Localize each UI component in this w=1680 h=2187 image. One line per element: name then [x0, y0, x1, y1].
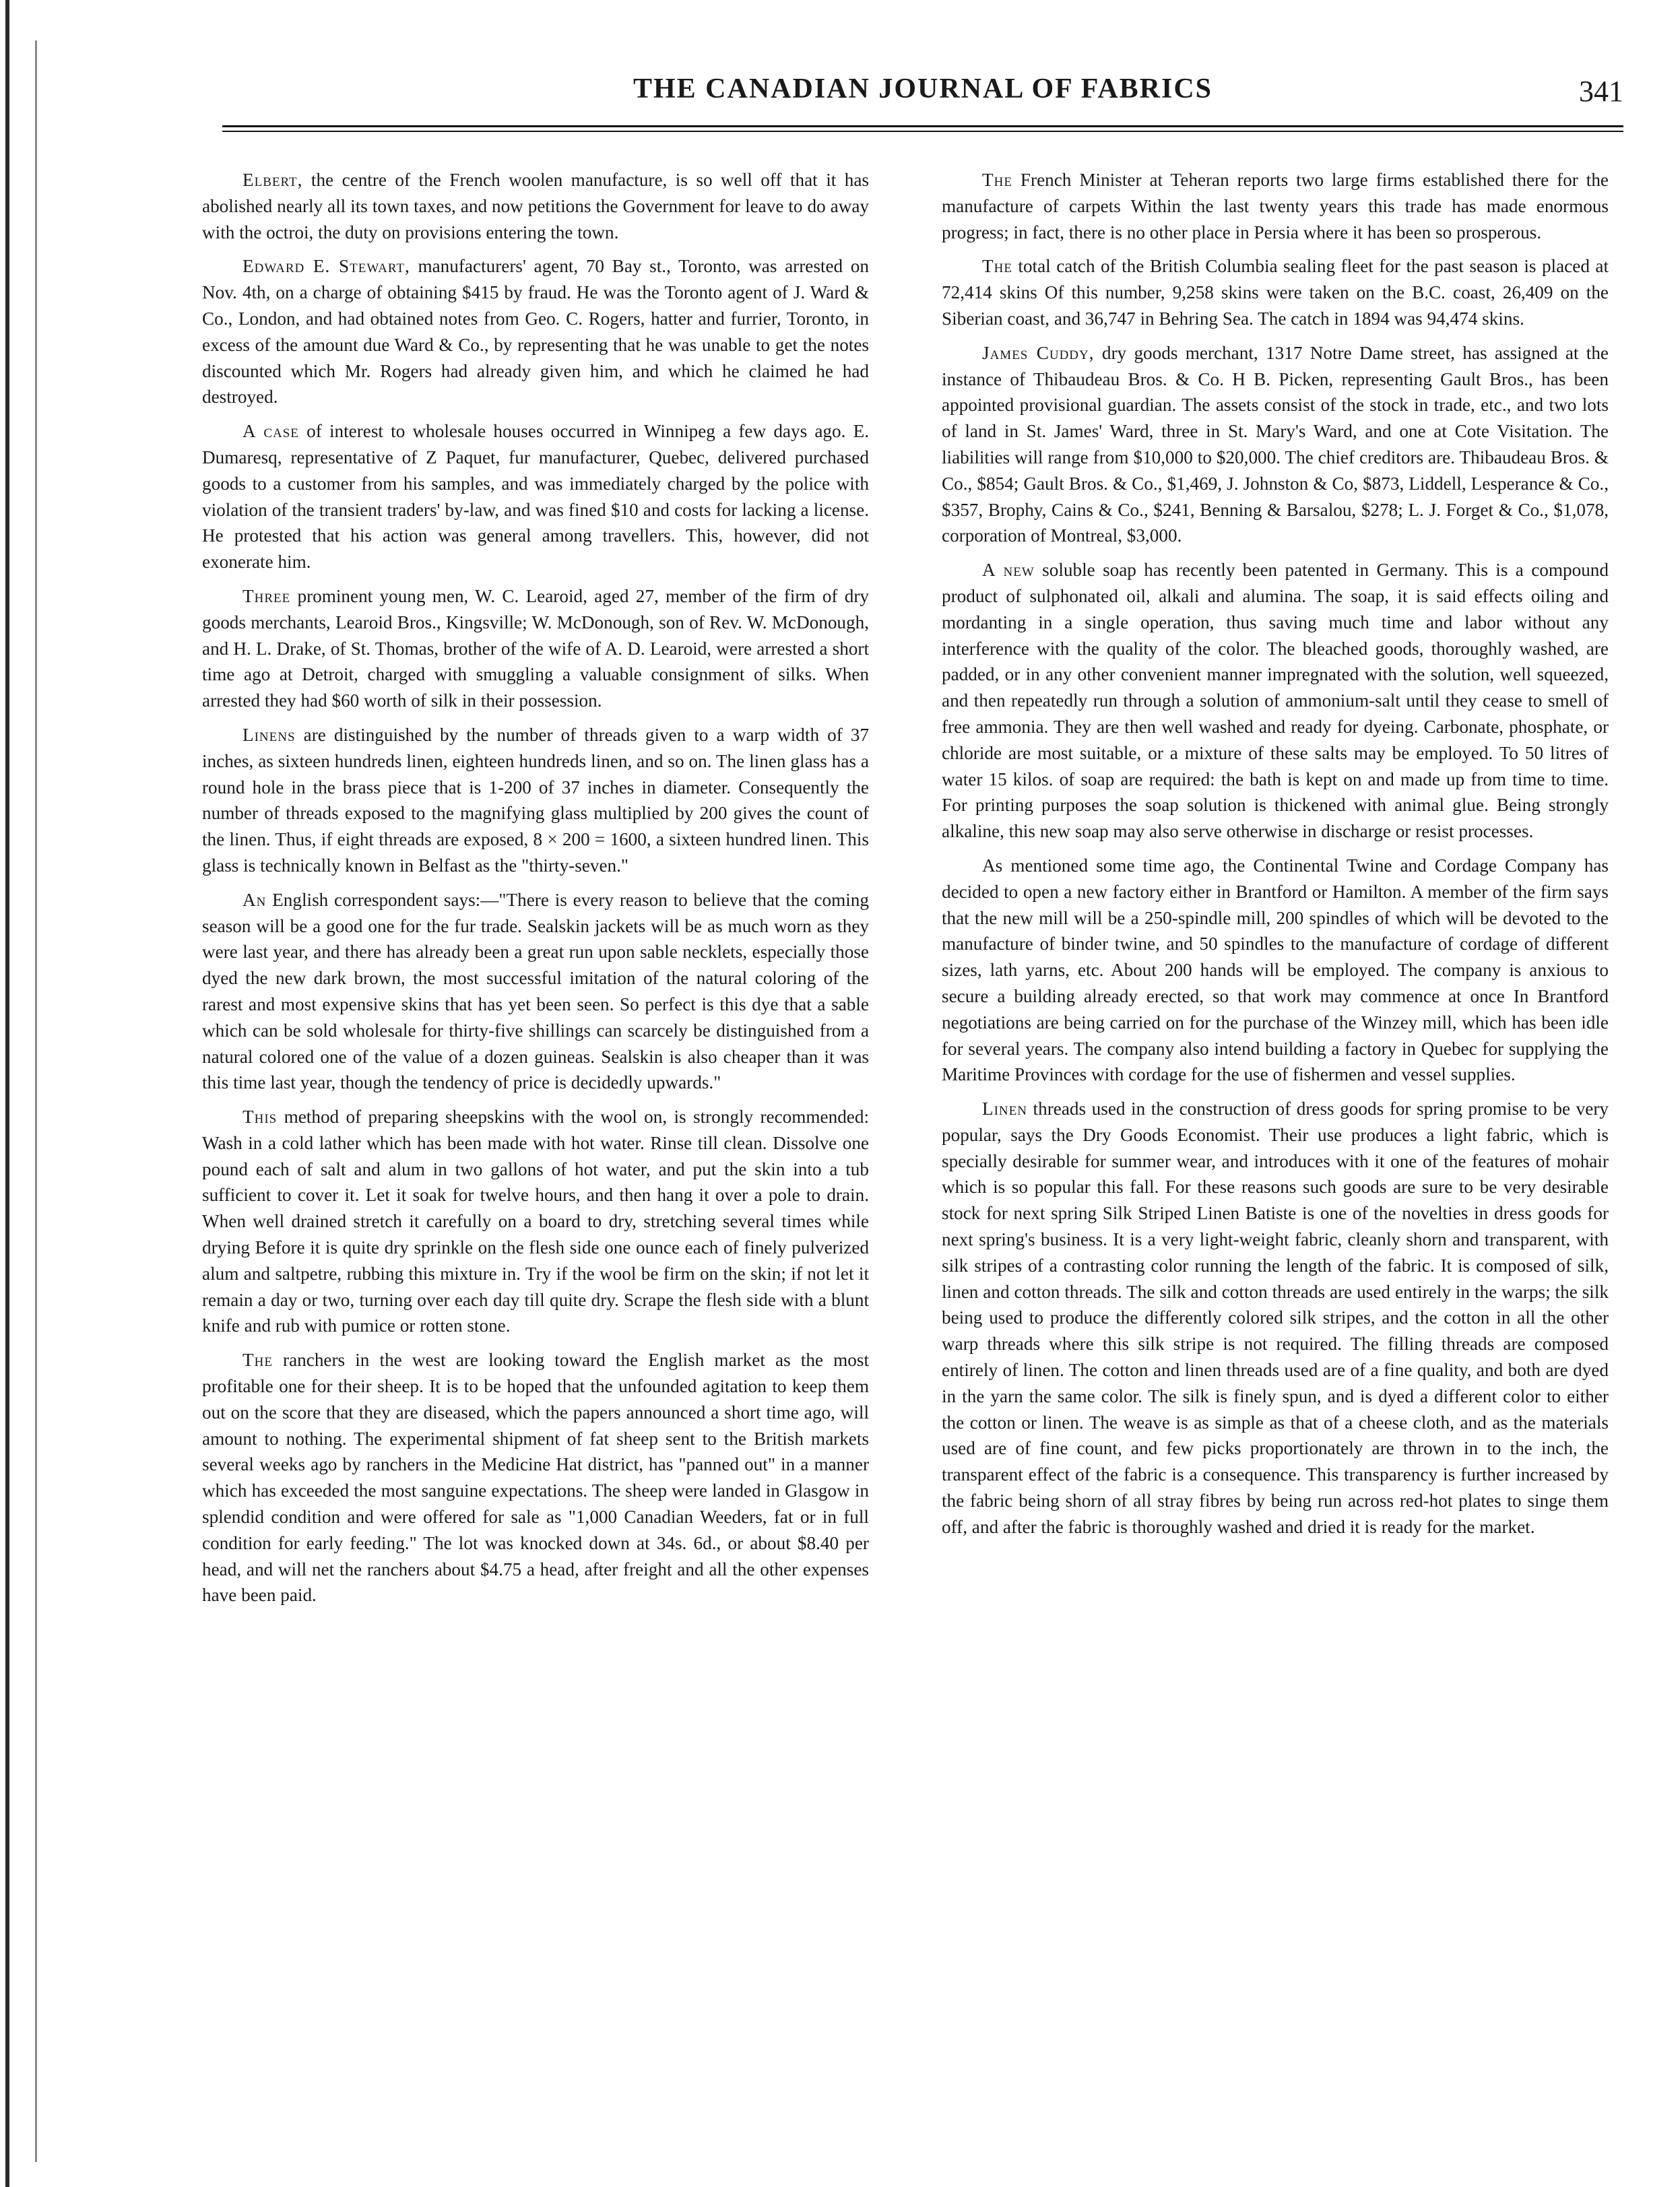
- paragraph-lead: Linens: [243, 724, 296, 745]
- article-paragraph: [942, 167, 1609, 245]
- article-paragraph: [942, 340, 1609, 549]
- paragraph-text: method of preparing sheepskins with the wool on, is strongly recommended: Wash in a cold lather which has been made with hot water. Rinse till clean. Dissolve one pound each of salt and alum in two gallons of hot water, and put the skin into a tub sufficient to cover it. Let it soak for twelve hours, and then hang it over a pole to drain. When well drained stretch it carefully on a board to dry, stretching several times while drying Before it is quite dry sprinkle on the flesh side one ounce each of finely pulverized alum and saltpetre, rubbing this mixture in. Try if the wool be firm on the skin; if not let it remain a day or two, turning over each day till quite dry. Scrape the flesh side with a blunt knife and rub with pumice or rotten stone.: [202, 1107, 869, 1336]
- paragraph-lead: This: [243, 1107, 278, 1128]
- article-paragraph: [202, 722, 869, 879]
- paragraph-lead: A new: [982, 560, 1035, 581]
- paragraph-lead: A case: [243, 421, 299, 442]
- paragraph-lead: Edward E. Stewart,: [243, 256, 410, 277]
- paragraph-text: of interest to wholesale houses occurred in Winnipeg a few days ago. E. Dumaresq, representative of Z Paquet, fur manufacturer, Quebec, delivered purchased goods to a customer from his samples, and was immediately charged by the police with violation of the transient traders' by-law, and was fined $10 and costs for lacking a license. He protested that his action was general among travellers. This, however, did not exonerate him.: [202, 421, 869, 573]
- article-paragraph: [202, 1104, 869, 1339]
- article-paragraph: [202, 418, 869, 575]
- header-rule-bottom: [222, 131, 1623, 132]
- article-paragraph: [942, 557, 1609, 845]
- article-paragraph: [202, 1347, 869, 1608]
- journal-title: THE CANADIAN JOURNAL OF FABRICS: [633, 73, 1213, 104]
- paragraph-text: English correspondent says:—"There is every reason to believe that the coming season will be a good one for the fur trade. Sealskin jackets will be as much worn as they were last year, and there has already been a great run upon sable necklets, especially those dyed the new dark brown, the most successful imitation of the natural coloring of the rarest and most expensive skins that has yet been seen. So perfect is this dye that a sable which can be sold wholesale for thirty-five shillings can scarcely be distinguished from a natural colored one of the value of a dozen guineas. Sealskin is also cheaper than it was this time last year, though the tendency of price is decidedly upwards.": [202, 889, 869, 1093]
- article-paragraph: [942, 1096, 1609, 1540]
- paragraph-text: As mentioned some time ago, the Continental Twine and Cordage Company has decided to open a new factory either in Brantford or Hamilton. A member of the firm says that the new mill will be a 250-spindle mill, 200 spindles of which will be devoted to the manufacture of binder twine, and 50 spindles to the manufacture of cordage of different sizes, lath yarns, etc. About 200 hands will be employed. The company is anxious to secure a building already erected, so that work may commence at once In Brantford negotiations are being carried on for the purchase of the Winzey mill, which has been idle for several years. The company also intend building a factory in Quebec for supplying the Maritime Provinces with cordage for the use of fishermen and vessel supplies.: [942, 855, 1609, 1085]
- header-rule-top: [222, 125, 1623, 127]
- paragraph-lead: The: [243, 1350, 273, 1371]
- page-number: 341: [1579, 75, 1623, 108]
- article-paragraph: [202, 167, 869, 245]
- article-paragraph: [202, 887, 869, 1096]
- left-column: [202, 167, 869, 2154]
- article-paragraph: [202, 253, 869, 410]
- article-paragraph: [942, 253, 1609, 331]
- paragraph-text: are distinguished by the number of threads given to a warp width of 37 inches, as sixteen hundreds linen, eighteen hundreds linen, and so on. The linen glass has a round hole in the brass piece that is 1-200 of 37 inches in diameter. Consequently the number of threads exposed to the magnifying glass multiplied by 200 gives the count of the linen. Thus, if eight threads are exposed, 8 × 200 = 1600, a sixteen hundred linen. This glass is technically known in Belfast as the "thirty-seven.": [202, 724, 869, 876]
- paragraph-text: French Minister at Teheran reports two large firms established there for the manufacture of carpets Within the last twenty years this trade has made enormous progress; in fact, there is no other place in Persia where it has been so prosperous.: [942, 170, 1609, 242]
- paragraph-lead: Linen: [982, 1099, 1027, 1119]
- paragraph-text: the centre of the French woolen manufacture, is so well off that it has abolished nearly all its town taxes, and now petitions the Government for leave to do away with the octroi, the duty on provisions entering the town.: [202, 170, 869, 242]
- paragraph-text: manufacturers' agent, 70 Bay st., Toronto, was arrested on Nov. 4th, on a charge of obtaining $415 by fraud. He was the Toronto agent of J. Ward & Co., London, and had obtained notes from Geo. C. Rogers, hatter and furrier, Toronto, in excess of the amount due Ward & Co., by representing that he was unable to get the notes discounted which Mr. Rogers had already given him, and which he claimed he had destroyed.: [202, 256, 869, 407]
- right-column: [942, 167, 1609, 2154]
- paragraph-lead: The: [982, 256, 1012, 277]
- page-spine-shadow: [5, 0, 9, 2187]
- paragraph-lead: The: [982, 170, 1012, 190]
- paragraph-text: total catch of the British Columbia sealing fleet for the past season is placed at 72,414 skins Of this number, 9,258 skins were taken on the B.C. coast, 26,409 on the Siberian coast, and 36,747 in Behring Sea. The catch in 1894 was 94,474 skins.: [942, 256, 1609, 329]
- paragraph-text: prominent young men, W. C. Learoid, aged 27, member of the firm of dry goods merchants, Learoid Bros., Kingsville; W. McDonough, son of Rev. W. McDonough, and H. L. Drake, of St. Thomas, brother of the wife of A. D. Learoid, were arrested a short time ago at Detroit, charged with smuggling a valuable consignment of silks. When arrested they had $60 worth of silk in their possession.: [202, 585, 869, 711]
- page-header: [222, 59, 1623, 133]
- paragraph-lead: An: [243, 889, 267, 910]
- paragraph-text: dry goods merchant, 1317 Notre Dame street, has assigned at the instance of Thibaudeau Bros. & Co. H B. Picken, representing Gault Bros., has been appointed provisional guardian. The assets consist of the stock in trade, etc., and two lots of land in St. James' Ward, three in St. Mary's Ward, and one at Cote Visitation. The liabilities will range from $10,000 to $20,000. The chief creditors are. Thibaudeau Bros. & Co., $854; Gault Bros. & Co., $1,469, J. Johnston & Co, $873, Liddell, Lesperance & Co., $357, Brophy, Cains & Co., $241, Benning & Barsalou, $278; L. J. Forget & Co., $1,078, corporation of Montreal, $3,000.: [942, 342, 1609, 546]
- article-paragraph: [942, 853, 1609, 1088]
- paragraph-text: threads used in the construction of dress goods for spring promise to be very popular, says the Dry Goods Economist. Their use produces a light fabric, which is specially desirable for summer wear, and introduces with it one of the features of mohair which is so popular this fall. For these reasons such goods are sure to be very desirable stock for next spring Silk Striped Linen Batiste is one of the novelties in dress goods for next spring's business. It is a very light-weight fabric, cleanly shorn and transparent, with silk stripes of a contrasting color running the length of the fabric. It is composed of silk, linen and cotton threads. The silk and cotton threads are used entirely in the warps; the silk being used to produce the differently colored silk stripes, and the cotton in all the other warp threads where this silk stripe is not required. The filling threads are composed entirely of linen. The cotton and linen threads used are of a fine quality, and both are dyed in the yarn the same color. The silk is finely spun, and is dyed a different color to either the cotton or linen. The weave is as simple as that of a cheese cloth, and as the materials used are of fine count, and few picks proportionately are thrown in to the inch, the transparent effect of the fabric is a consequence. This transparency is further increased by the fabric being shorn of all stray fibres by being run across red-hot plates to singe them off, and after the fabric is thoroughly washed and dried it is ready for the market.: [942, 1099, 1609, 1537]
- paragraph-text: ranchers in the west are looking toward the English market as the most profitable one for their sheep. It is to be hoped that the unfounded agitation to keep them out on the score that they are diseased, which the papers announced a short time ago, will amount to nothing. The experimental shipment of fat sheep sent to the British markets several weeks ago by ranchers in the Medicine Hat district, has "panned out" in a manner which has exceeded the most sanguine expectations. The sheep were landed in Glasgow in splendid condition and were offered for sale as "1,000 Canadian Weeders, fat or in full condition for early feeding." The lot was knocked down at 34s. 6d., or about $8.40 per head, and will net the ranchers about $4.75 a head, after freight and all the other expenses have been paid.: [202, 1350, 869, 1606]
- paragraph-lead: Three: [243, 585, 291, 606]
- paragraph-lead: James Cuddy,: [982, 342, 1095, 363]
- article-paragraph: [202, 583, 869, 714]
- paragraph-text: soluble soap has recently been patented in Germany. This is a compound product of sulphonated oil, alkali and alumina. The soap, it is said effects oiling and mordanting in a single operation, thus saving much time and labor without any interference with the quality of the color. The bleached goods, thoroughly washed, are padded, or in any other convenient manner impregnated with the solution, well squeezed, and then repeatedly run through a solution of ammonium-salt until they cease to smell of free ammonia. They are then well washed and ready for dyeing. Carbonate, phosphate, or chloride are most suitable, or a mixture of these salts may be employed. To 50 litres of water 15 kilos. of soap are required: the bath is kept on and made up from time to time. For printing purposes the soap solution is thickened with animal glue. Being strongly alkaline, this new soap may also serve otherwise in discharge or resist processes.: [942, 560, 1609, 842]
- paragraph-lead: Elbert,: [243, 170, 303, 190]
- page-binding-line: [35, 40, 37, 2162]
